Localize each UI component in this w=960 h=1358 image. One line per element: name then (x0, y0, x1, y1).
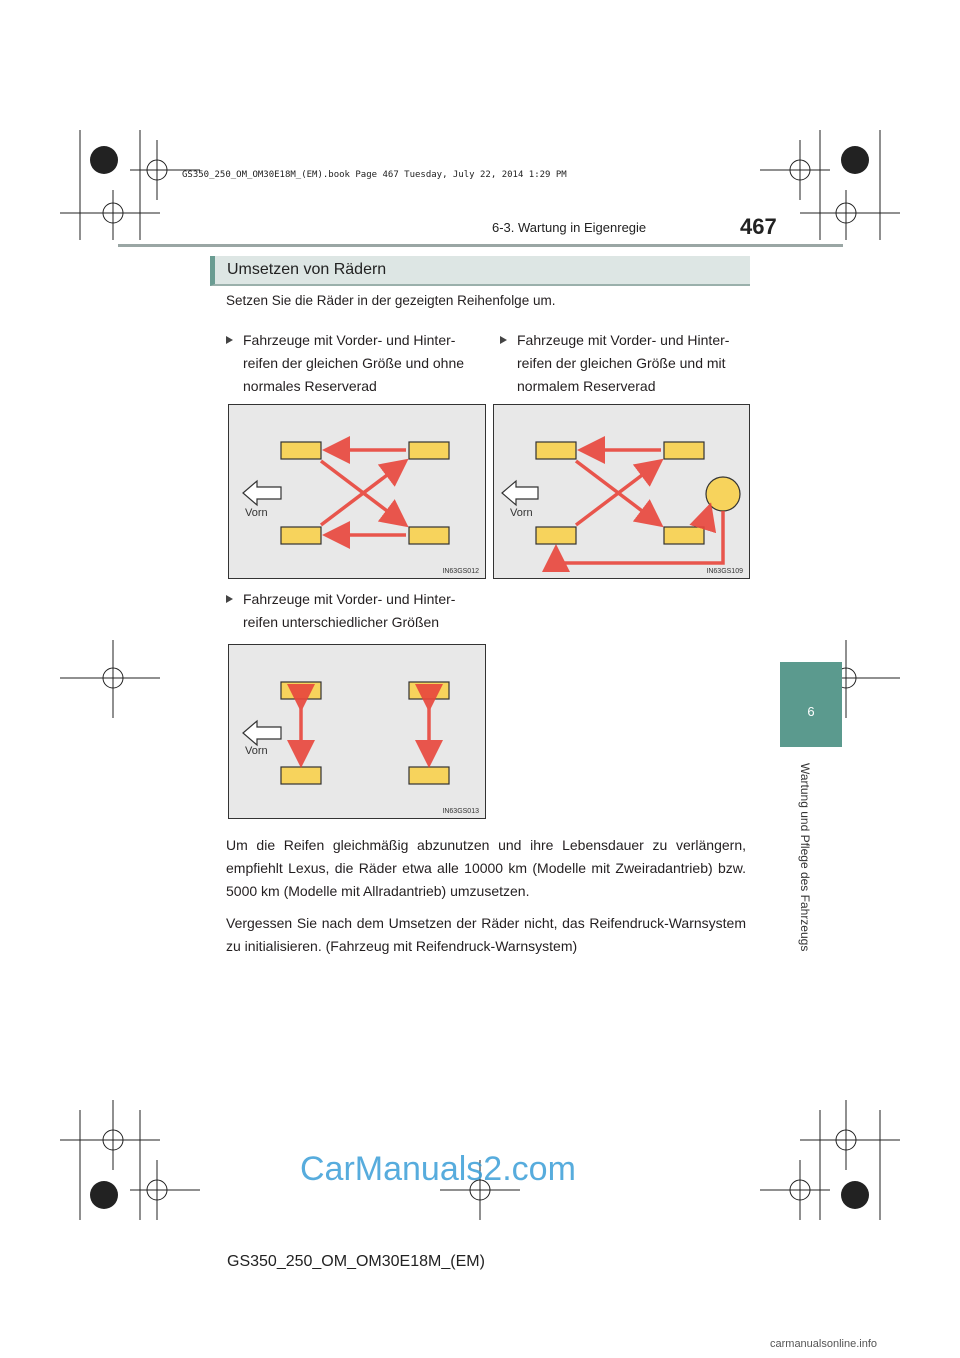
tire-front-left (281, 682, 321, 699)
tire-front-left (536, 442, 576, 459)
front-label: Vorn (510, 507, 533, 519)
print-header: GS350_250_OM_OM30E18M_(EM).book Page 467 Tuesday, July 22, 2014 1:29 PM (182, 170, 567, 180)
front-direction-arrow (243, 481, 281, 505)
tire-rear-left (409, 442, 449, 459)
bullet-triangle-icon (226, 595, 233, 603)
rotation-diagram (229, 405, 486, 579)
figure-code: IN63GS012 (442, 568, 479, 575)
tire-rear-left (409, 682, 449, 699)
tire-front-right (281, 527, 321, 544)
figure-code: IN63GS109 (706, 568, 743, 575)
figure-rotation-different-sizes (228, 644, 486, 819)
figure-code: IN63GS013 (442, 808, 479, 815)
case-2-description: Fahrzeuge mit Vorder- und Hinter- reifen der gleichen Größe und mit normalem Reserverad (517, 329, 729, 398)
chapter-title: Wartung und Pflege des Fahrzeugs (798, 763, 812, 952)
tire-front-left (281, 442, 321, 459)
front-label: Vorn (245, 745, 268, 757)
paragraph-rotation-interval: Um die Reifen gleichmäßig abzunutzen und ihre Lebensdauer zu verlängern, empfiehlt Lexus, die Räder etwa alle 10000 km (Modelle mit Zweiradantrieb) bzw. 5000 km (Modelle mit Allradantrieb) umzusetzen. (226, 837, 746, 899)
tire-rear-right (664, 527, 704, 544)
chapter-number: 6 (807, 704, 815, 719)
chapter-tab (780, 662, 842, 747)
watermark-logo: CarManuals2.com (300, 1150, 576, 1188)
section-title: 6-3. Wartung in Eigenregie (492, 220, 647, 235)
front-direction-arrow (243, 721, 281, 745)
case-3-description: Fahrzeuge mit Vorder- und Hinter- reifen unterschiedlicher Größen (243, 588, 455, 634)
section-heading (210, 256, 750, 286)
tire-rear-right (409, 527, 449, 544)
figure-rotation-no-spare (228, 404, 486, 579)
arrow-rr-to-spare (704, 509, 709, 525)
tire-rear-left (664, 442, 704, 459)
spare-tire (706, 477, 740, 511)
bullet-triangle-icon (500, 336, 507, 344)
case-1-description: Fahrzeuge mit Vorder- und Hinter- reifen der gleichen Größe und ohne normales Reserverad (243, 329, 464, 398)
document-id: GS350_250_OM_OM30E18M_(EM) (227, 1253, 485, 1270)
tire-front-right (281, 767, 321, 784)
paragraph-tpms-reset: Vergessen Sie nach dem Umsetzen der Räder nicht, das Reifendruck-Warnsystem zu initialisieren. (Fahrzeug mit Reifendruck-Warnsystem) (226, 915, 746, 954)
page-number: 467 (740, 214, 777, 239)
header-rule (118, 244, 843, 247)
rotation-diagram (229, 645, 486, 819)
bullet-triangle-icon (226, 336, 233, 344)
tire-rear-right (409, 767, 449, 784)
front-label: Vorn (245, 507, 268, 519)
tire-front-right (536, 527, 576, 544)
front-direction-arrow (502, 481, 538, 505)
intro-text: Setzen Sie die Räder in der gezeigten Reihenfolge um. (226, 293, 556, 308)
rotation-diagram (494, 405, 750, 579)
section-heading-text: Umsetzen von Rädern (227, 261, 387, 278)
watermark-site: carmanualsonline.info (770, 1338, 878, 1350)
figure-rotation-with-spare (493, 404, 750, 579)
